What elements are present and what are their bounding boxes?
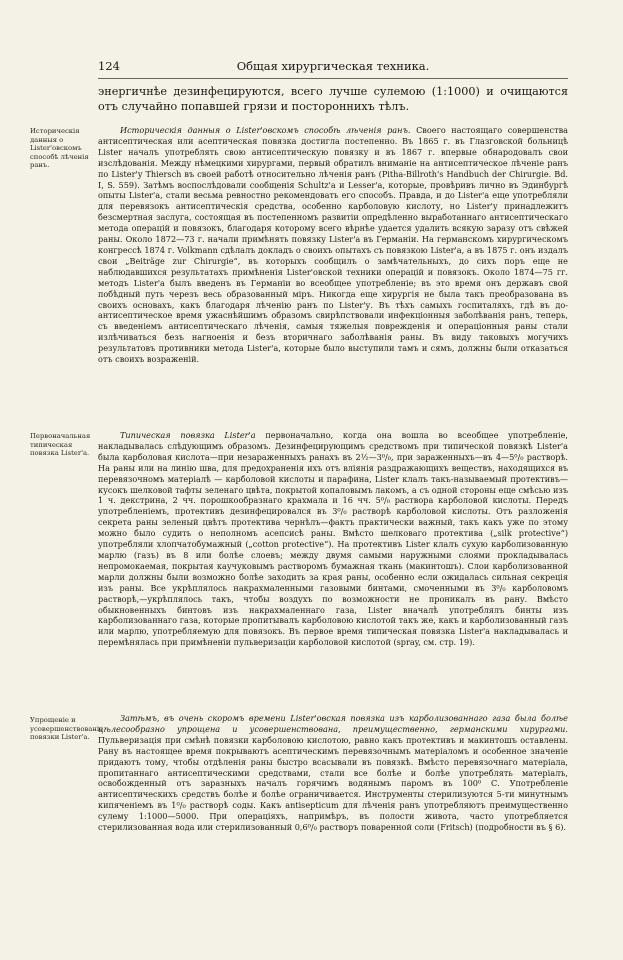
paragraph-typical-dressing: [98, 430, 568, 648]
section-typical-dressing: [98, 430, 568, 648]
text-typical-dressing: первоначально, когда она вошла во всеобщее употребленіе, накладывалась слѣдующимъ образомъ. Дезинфецирующимъ средствомъ при типической повязкѣ Lister'a была карболовая кислота—при незараженныхъ ранахъ въ 2½—3⁰/₀, при зараженныхъ—въ 4—5⁰/₀ растворѣ. На раны или на линію шва, для предохраненія ихъ отъ вліянія раздражающихъ веществъ, находящихся въ перевязочномъ матеріалѣ — карболовой кислоты и парафина, Lister клалъ такъ-называемый протективъ—кусокъ шелковой тафты зеленаго цвѣта, покрытой копаловымъ лакомъ, а съ одной стороны еще смѣсью изъ 1 ч. декстрина, 2 чч. порошкообразнаго крахмала и 16 чч. 5⁰/₀ раствора карболовой кислоты. Передъ употребленіемъ, протективъ дезинфецировался въ 3⁰/₀ растворѣ карболовой кислоты. Отъ разложенія секрета раны зеленый цвѣтъ протектива чернѣлъ—фактъ практически важный, такъ какъ уже по этому можно было судить о неполномъ асепсисѣ раны. Вмѣсто шелковаго протектива („silk protective“) употребляли хлопчатобумажный („cotton protective“). На протективъ Lister клалъ сухую карболизованную марлю (газъ) въ 8 или болѣе слоевъ; между двумя самыми наружными слоями прокладывалась непромокаемая, покрытая каучуковымъ растворомъ бумажная ткань (макинтошъ). Слои карболизованной марли должны были возможно болѣе заходить за края раны, особенно если ожидалась сильная секреція изъ раны. Все укрѣплялось накрахмаленными газовыми бинтами, смоченными въ 3⁰/₀ карболовомъ растворѣ,—укрѣплялось такъ, чтобы воздухъ по возможности не проникалъ въ рану. Вмѣсто обыкновенныхъ бинтовъ изъ накрахмаленнаго газа, Lister вначалѣ употреблялъ бинты изъ карболизованнаго газа, которые пропитывалъ карболовою кислотой такъ же, какъ и карболизованный газъ или марлю, употребляемую для повязокъ. Въ первое время типическая повязка Lister'a накладывалась и перемѣнялась при примѣненіи пульверизаціи карболовой кислотой (spray, см. стр. 19).: [98, 430, 568, 648]
page-header: [98, 58, 568, 74]
section-history: [98, 125, 568, 365]
page-number: 124: [98, 59, 120, 73]
lead-typical-dressing: Типическая повязка Lister'a: [120, 430, 256, 440]
intro-paragraph: [98, 85, 568, 114]
marginal-note-history: Историческія данныя о Lister'овскомъ способѣ лѣченія ранъ.: [30, 127, 89, 170]
running-title: Общая хирургическая техника.: [236, 59, 430, 73]
intro-text: энергичнѣе дезинфецируются, всего лучше сулемою (1:1000) и очищаются отъ случайно попавшей грязи и постороннихъ тѣлъ.: [98, 85, 568, 113]
marginal-note-simplification: Упрощеніе и усовершенствованіе повязки Lister'a.: [30, 716, 104, 742]
lead-simplification: Затѣмъ, въ очень скоромъ времени Lister'овская повязка изъ карболизованнаго газа была болѣе цѣлесообразно упрощена и усовершенствована, преимущественно, германскими хирургами.: [98, 713, 568, 734]
paragraph-history: [98, 125, 568, 365]
text-simplification: Пульверизація при смѣнѣ повязки карболовою кислотою, равно какъ протективъ и макинтошъ оставлены. Рану въ настоящее время покрываютъ асептическимъ перевязочнымъ матеріаломъ и особенное значеніе придаютъ тому, чтобы отдѣленія раны быстро всасывали въ повязкѣ. Вмѣсто перевязочнаго матеріала, пропитаннаго антисептическими средствами, стали все болѣе и болѣе употреблять матеріалъ, освобожденный отъ заразныхъ началъ горячимъ водянымъ паромъ въ 100⁰ С. Употребленіе антисептическихъ средствъ болѣе и болѣе ограничивается. Инструменты стерилизуются 5-ти минутнымъ кипяченіемъ въ 1⁰/₀ растворѣ соды. Какъ antisepticum для лѣченія ранъ употребляютъ преимущественно сулему 1:1000—5000. При операціяхъ, напримѣръ, въ полости живота, часто употребляется стерилизованная вода или стерилизованный 0,6⁰/₀ растворъ поваренной соли (Fritsch) (подробности въ § 6).: [98, 734, 568, 833]
header-rule: [98, 78, 568, 79]
section-simplification: [98, 713, 568, 833]
lead-history: Историческія данныя о Lister'овскомъ способѣ лѣченія ранъ.: [120, 125, 411, 135]
marginal-note-typical-dressing: Первоначальная типическая повязка Lister'a.: [30, 432, 91, 458]
paragraph-simplification: [98, 713, 568, 833]
text-history: Своего настоящаго совершенства антисептическая или асептическая повязка достигла постепенно. Въ 1865 г. въ Глазговской больницѣ Lister началъ употреблять свою антисептическую повязку и въ 1867 г. впервые обнародовалъ свои изслѣдованія. Между нѣмецкими хирургами, первый обратилъ вниманіе на антисептическое лѣченіе ранъ по Lister'у Thiersch въ своей работѣ относительно лѣченія ранъ (Pitha-Billroth's Handbuch der Chirurgie. Bd. I, S. 559). Затѣмъ воспослѣдовали сообщенія Schultz'a и Lesser'a, которые, провѣривъ лично въ Эдинбургѣ опыты Lister'a, стали весьма ревностно рекомендовать его способъ. Правда, и до Lister'a еще употребляли для перевязокъ антисептическія средства, особенно карболовую кислоту, но Lister'у принадлежитъ безсмертная заслуга, состоящая въ постепенномъ развитіи опредѣленно выработаннаго антисептическаго метода операцій и повязокъ, благодаря которому всего вѣрнѣе удается удалить всякую заразу отъ свѣжей раны. Около 1872—73 г. начали примѣнять повязку Lister'a въ Германіи. На германскомъ хирургическомъ конгрессѣ 1874 г. Volkmann сдѣлалъ докладъ о своихъ опытахъ съ повязкою Lister'a, а въ 1875 г. онъ издалъ свои „Beiträge zur Chirurgie“, въ которыхъ сообщилъ о замѣчательныхъ, до сихъ поръ еще не наблюдавшихся результатахъ примѣненія Lister'овской техники операцій и повязокъ. Около 1874—75 гг. методъ Lister'a былъ введенъ въ Германіи во всеобщее употребленіе; въ это время онъ державъ свой побѣдный путь черезъ весь образованный міръ. Никогда еще хирургія не была такъ преобразована въ своихъ основахъ, какъ благодаря лѣченію ранъ по Lister'у. Въ тѣхъ самыхъ госпиталяхъ, гдѣ въ до-антисептическое время ужаснѣйшимъ образомъ свирѣпствовали инфекціонныя заболѣванія ранъ, теперь, съ введеніемъ антисептическаго лѣченія, самыя тяжелыя поврежденія и операціонныя раны стали излѣчиваться безъ нагноенія и безъ вторичнаго заболѣванія раны. Въ виду таковыхъ могучихъ результатовъ противники метода Lister'a, которые было выступили тамъ и сямъ, должны были отказаться отъ своихъ возраженій.: [98, 125, 568, 365]
